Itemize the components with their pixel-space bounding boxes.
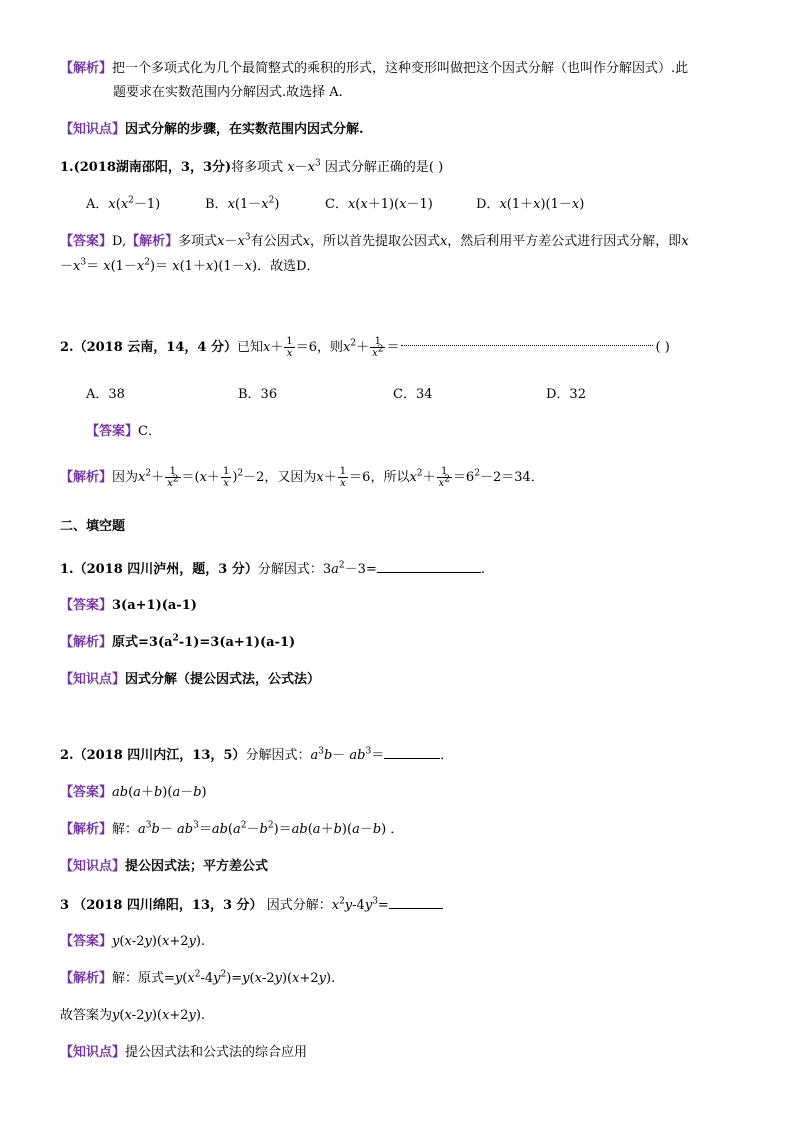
analysis-tag: 【解析】 [60, 470, 113, 485]
question-number: 3 [60, 898, 70, 913]
answer-value: 3(a+1)(a-1) [112, 598, 197, 613]
question-stem: ，则 [316, 340, 343, 355]
fraction: $\frac{1}{x^2}$ [167, 466, 179, 489]
analysis-tag: 【解析】 [60, 61, 113, 76]
analysis-tag: 【解析】 [126, 234, 179, 249]
analysis-tag: 【解析】 [60, 822, 113, 837]
q1-option-a: A．$x(x^2-1)$ [86, 195, 161, 212]
answer-blank [377, 560, 481, 573]
question-source: （2018 云南，14，4 分） [73, 340, 237, 355]
knowledge-text: 因式分解（提公因式法，公式法） [125, 672, 321, 687]
fraction: $\frac{1}{x^2}$ [438, 466, 450, 489]
question-2: 2.（2018 云南，14，4 分）已知x＋ $\frac{1}{x}$ ＝6，则$x^2+$ $\frac{1}{x^2}$ ＝ ( ) [60, 336, 670, 359]
knowledge-text: 提公因式法和公式法的综合应用 [125, 1045, 308, 1060]
question-stem-end: 因式分解正确的是( ) [324, 160, 444, 175]
fraction: $\frac{1}{x^2}$ [372, 336, 384, 359]
f1-knowledge-line [60, 671, 320, 689]
q2-analysis-line: 【解析】因为$x^2+$ $\frac{1}{x^2}$ ＝(x＋ $\frac{1}{x}$ )$^2$－2，又因为x＋ $\frac{1}{x}$ ＝6，所以$x^2+$ $\frac{1}{x^2}$ $=6^2-2=34$． [60, 466, 544, 489]
question-stem: 分解因式： [257, 562, 323, 577]
answer-blank [384, 746, 440, 759]
analysis-text: 把一个多项式化为几个最简整式的乘积的形式，这种变形叫做把这个因式分解（也叫作分解因式）.此 [112, 61, 689, 76]
answer-tag: 【答案】 [60, 934, 113, 949]
q1-option-b: B．$x(1-x^2)$ [205, 195, 280, 212]
f3-answer-line: 【答案】y(x-2y)(x+2y). [60, 934, 206, 949]
knowledge-text: 提公因式法；平方差公式 [125, 859, 269, 874]
question-stem: 因式分解： [266, 898, 332, 913]
fraction: $\frac{1}{x}$ [286, 336, 293, 359]
answer-value: C． [138, 424, 161, 439]
f3-knowledge-line [60, 1044, 307, 1062]
analysis-text: 解：原式= [112, 971, 175, 986]
analysis-text: ，所以 [370, 470, 410, 485]
analysis-text: ．故选D． [257, 259, 320, 274]
question-stem: 将多项式 [231, 160, 284, 175]
knowledge-tag: 【知识点】 [60, 1045, 126, 1060]
q2-option-c: C．34 [393, 387, 433, 402]
conclusion-text: 故答案为 [60, 1008, 113, 1023]
option-label: A． [86, 197, 109, 212]
option-label: B． [205, 197, 228, 212]
analysis-text: ，然后利用平方差公式进行因式分解，即 [447, 234, 682, 249]
knowledge-text: 因式分解的步骤，在实数范围内因式分解. [125, 122, 364, 137]
fill-question-2: 2.（2018 四川内江，13，5）分解因式：$a^3b- ab^3=$ ． [60, 746, 454, 763]
analysis-line-2 [113, 84, 343, 102]
knowledge-tag: 【知识点】 [60, 672, 126, 687]
analysis-tag: 【解析】 [60, 971, 113, 986]
dotted-leader [401, 345, 653, 346]
question-stem: 已知 [236, 340, 263, 355]
q1-option-c: C．x(x＋1)(x－1) [325, 197, 433, 212]
f2-knowledge-line [60, 858, 268, 876]
analysis-text: -1)=3(a+1)(a-1) [178, 635, 296, 650]
section-title: 二、填空题 [60, 519, 126, 534]
fraction: $\frac{1}{x}$ [339, 466, 347, 489]
analysis-text: 原式=3(a [112, 635, 173, 650]
f3-conclusion-line: 故答案为y(x-2y)(x+2y). [60, 1008, 206, 1023]
q1-analysis-line-2: $-x^3= x(1-x^2)= x(1+x)(1-x)$．故选D． [60, 257, 320, 274]
q2-answer-line [86, 423, 161, 441]
answer-paren: ( ) [655, 340, 670, 355]
question-number: 1. [60, 562, 74, 577]
analysis-tag: 【解析】 [60, 635, 113, 650]
answer-tag: 【答案】 [60, 234, 113, 249]
q2-option-d: D．32 [546, 387, 586, 402]
knowledge-tag: 【知识点】 [60, 859, 126, 874]
f1-answer-line [60, 597, 197, 615]
analysis-text: 有公因式 [250, 234, 303, 249]
q2-option-a: A．38 [86, 387, 125, 402]
analysis-text: ，所以首先提取公因式 [309, 234, 440, 249]
q1-answer-line: 【答案】D,【解析】多项式$x-x^3$有公因式x，所以首先提取公因式x，然后利用平方差公式进行因式分解，即x [60, 232, 689, 249]
fraction: $\frac{1}{x}$ [222, 466, 230, 489]
question-number: 2. [60, 340, 74, 355]
f2-answer-line: 【答案】ab(a＋b)(a－b) [60, 785, 207, 800]
analysis-text: 题要求在实数范围内分解因式.故选择 A. [113, 85, 343, 100]
option-label: D． [476, 197, 500, 212]
answer-tag: 【答案】 [86, 424, 139, 439]
fill-question-1: 1.（2018 四川泸州，题，3 分）分解因式：$3a^2-3=$ . [60, 560, 485, 577]
answer-blank [389, 896, 443, 909]
question-number: 1. [60, 160, 74, 175]
question-source: (2018湖南邵阳，3，3分) [73, 160, 232, 175]
knowledge-tag: 【知识点】 [60, 122, 126, 137]
answer-tag: 【答案】 [60, 598, 113, 613]
option-label: C． [325, 197, 348, 212]
q1-option-d: D．x(1＋x)(1－x) [476, 197, 585, 212]
f3-analysis-line: 【解析】解：原式$=y(x^2-4y^2)=y(x-2y)(x+2y)$. [60, 969, 336, 986]
question-source: （2018 四川泸州，题，3 分） [73, 562, 258, 577]
analysis-line-1 [60, 60, 688, 78]
question-source: （2018 四川绵阳，13，3 分） [73, 898, 263, 913]
question-1: 1.(2018湖南邵阳，3，3分)将多项式 $x-x^3$ 因式分解正确的是( ) [60, 158, 444, 175]
analysis-text: ，又因为 [264, 470, 317, 485]
analysis-text: 多项式 [178, 234, 218, 249]
fill-question-3: 3 （2018 四川绵阳，13，3 分） 因式分解：$x^2y-4y^3=$ [60, 896, 443, 915]
q2-option-b: B．36 [238, 387, 278, 402]
analysis-text: 解： [112, 822, 139, 837]
knowledge-line [60, 121, 364, 139]
answer-tag: 【答案】 [60, 785, 113, 800]
answer-value: D, [112, 234, 127, 249]
f1-analysis-line: 【解析】原式$=3(a^2-1)=3(a+1)(a-1)$ [60, 633, 296, 650]
question-stem: 分解因式： [245, 748, 311, 763]
question-source: （2018 四川内江，13，5） [73, 748, 246, 763]
question-number: 2. [60, 748, 74, 763]
analysis-text: 因为 [112, 470, 139, 485]
f2-analysis-line: 【解析】解：$a^3b- ab^3=ab(a^2-b^2)=ab(a+b)(a-b)$ ． [60, 820, 404, 837]
